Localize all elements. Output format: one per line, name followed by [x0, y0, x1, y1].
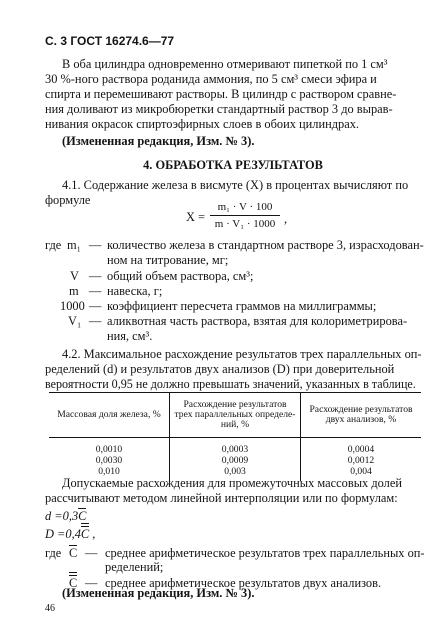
c-mean-symbol: C: [78, 509, 87, 523]
def-symbol: V₁: [68, 314, 82, 328]
def-symbol: m: [69, 284, 79, 298]
where-label: где: [45, 238, 62, 252]
def-text: навеска, г;: [107, 284, 163, 298]
def-dash: —: [89, 299, 102, 313]
def-text: ния, см³.: [107, 329, 153, 343]
intro-line: спирта и перемешивают растворы. В цилиндр с раствором сравне-: [45, 87, 397, 101]
p41-line: 4.1. Содержание железа в висмуте (X) в процентах вычисляют по: [62, 178, 409, 192]
section-title: 4. ОБРАБОТКА РЕЗУЛЬТАТОВ: [143, 158, 323, 172]
table-cell: 0,004: [301, 466, 422, 481]
def-dash: —: [89, 269, 102, 283]
table-cell: 0,003: [170, 466, 301, 481]
formula-d: d =0,3 C: [45, 509, 87, 523]
table-header-cell: Массовая доля железа, %: [49, 393, 170, 438]
page-number: 46: [45, 603, 55, 614]
table-cell: 0,0010: [95, 444, 123, 455]
def-symbol: C: [69, 576, 77, 591]
table-cell: 0,010: [98, 466, 120, 477]
def-text: ределений;: [105, 560, 164, 574]
def-text: среднее арифметическое результатов двух анализов.: [105, 576, 382, 590]
formula-lhs: X =: [186, 210, 206, 224]
formula-trail: ,: [284, 212, 288, 226]
intro-line: нивания окрасок спиртоэфирных слоев в обоих цилиндрах.: [45, 117, 360, 131]
where-label: где: [45, 546, 62, 560]
results-table: [49, 392, 421, 481]
p42-line: вероятности 0,95 не должно превышать значений, указанных в таблице.: [45, 377, 416, 391]
table-cell: 0,0030: [95, 455, 123, 466]
table-row: [49, 455, 421, 466]
formula-D: D =0,4 C ,: [45, 527, 95, 542]
def-text: общий объем раствора, см³;: [107, 269, 254, 283]
def-dash: —: [89, 238, 102, 252]
intro-line: ния доливают из микробюретки стандартный раствор 3 до вырав-: [45, 102, 393, 116]
def-dash: —: [85, 546, 98, 560]
formula-numerator: m₁ · V · 100: [217, 201, 273, 213]
def-text: ном на титрование, мг;: [107, 253, 229, 267]
revision-note: (Измененная редакция, Изм. № 3).: [62, 586, 255, 600]
p42-line: ределений (d) и результатов двух анализов (D) при доверительной: [45, 362, 395, 376]
table-row: [49, 438, 421, 456]
def-symbol: 1000: [60, 299, 85, 313]
def-symbol: m₁: [67, 238, 81, 252]
def-text: аликвотная часть раствора, взятая для колориметрирова-: [107, 314, 408, 328]
def-dash: —: [89, 314, 102, 328]
table-header-row: [49, 393, 421, 438]
def-symbol: V: [70, 269, 79, 283]
revision-note: (Измененная редакция, Изм. № 3).: [62, 134, 255, 148]
fraction-bar: [210, 215, 280, 216]
table-cell: 0,0012: [301, 455, 422, 466]
p41-line: формуле: [45, 193, 91, 207]
def-dash: —: [89, 284, 102, 298]
table-cell: 0,0003: [170, 438, 301, 456]
interp-line: Допускаемые расхождения для промежуточных массовых долей: [62, 476, 402, 490]
def-symbol: C: [69, 546, 78, 560]
page-header: С. 3 ГОСТ 16274.6—77: [45, 34, 175, 48]
def-text: среднее арифметическое результатов трех параллельных оп-: [105, 546, 425, 560]
table-cell: 0,0004: [301, 438, 422, 456]
table-header-cell: Расхождение результатов трех параллельных определе- ний, %: [170, 393, 301, 438]
intro-line: 30 %-ного раствора роданида аммония, по 5 см³ смеси эфира и: [45, 72, 377, 86]
table-header-cell: Расхождение результатов двух анализов, %: [301, 393, 422, 438]
def-text: коэффициент пересчета граммов на миллиграммы;: [107, 299, 377, 313]
c-double-mean-symbol: C: [81, 527, 89, 542]
def-text: количество железа в стандартном растворе 3, израсходован-: [107, 238, 424, 252]
def-dash: —: [85, 576, 98, 590]
interp-line: рассчитывают методом линейной интерполяции или по формулам:: [45, 491, 398, 505]
p42-line: 4.2. Максимальное расхождение результатов трех параллельных оп-: [62, 347, 422, 361]
table-cell: 0,0009: [170, 455, 301, 466]
intro-line: В оба цилиндра одновременно отмеривают пипеткой по 1 см³: [62, 57, 388, 71]
formula-denominator: m · V₁ · 1000: [214, 218, 276, 230]
